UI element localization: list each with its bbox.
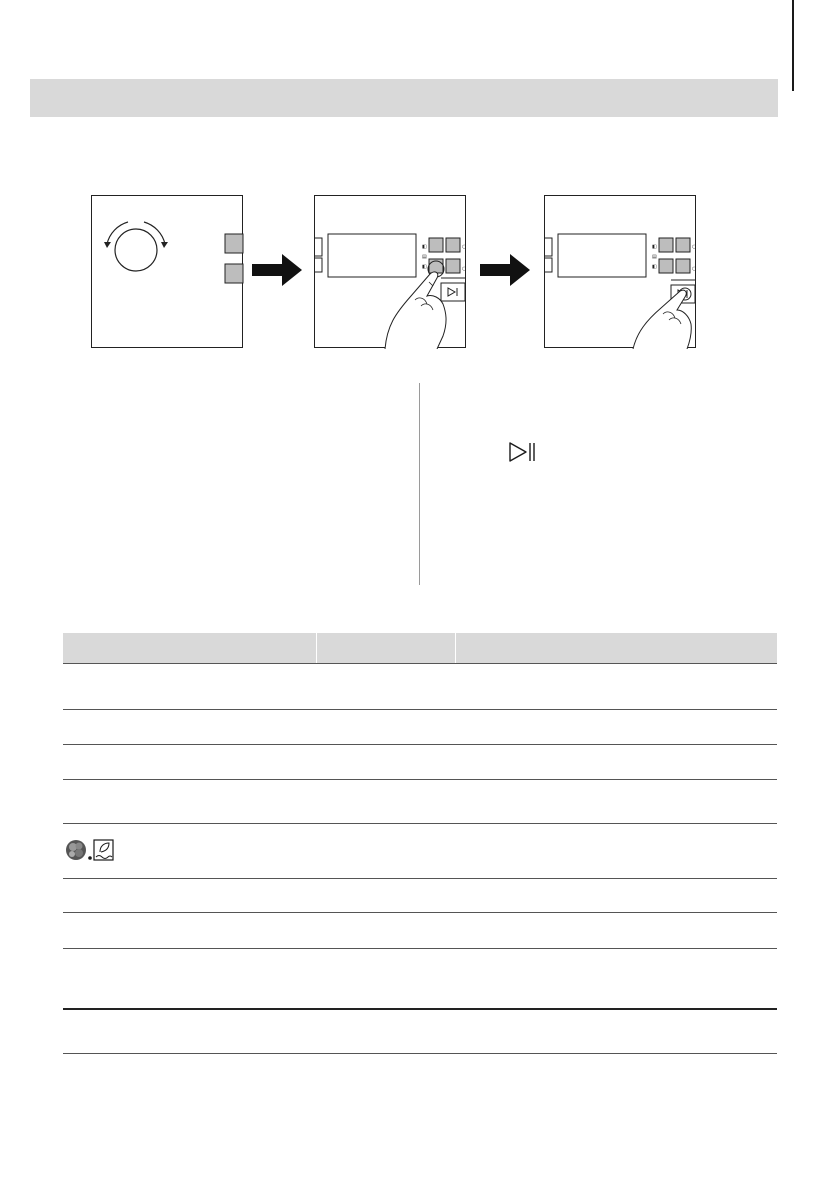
- step-panel-programme-dial: [91, 195, 243, 348]
- table-row: [63, 913, 777, 949]
- table-header-cell: [317, 633, 456, 663]
- svg-text:○: ○: [462, 266, 467, 272]
- step-panel-option-buttons: [314, 195, 466, 348]
- svg-text:○: ○: [692, 244, 697, 250]
- table-row: [63, 710, 777, 745]
- svg-text:◧: ◧: [422, 244, 427, 250]
- step-panel-start-pause: [544, 195, 696, 348]
- table-header-cell: [63, 633, 317, 663]
- table-row: [63, 949, 777, 1010]
- start-pause-icon: [508, 441, 538, 463]
- finger-press-icon: [315, 196, 467, 349]
- table-row: [63, 745, 777, 780]
- rotary-dial-icon: [92, 196, 244, 349]
- svg-text:◧: ◧: [652, 244, 657, 250]
- svg-text:◧: ◧: [652, 264, 657, 270]
- page-edge-marker: [792, 0, 794, 91]
- table-row: [63, 824, 777, 879]
- svg-text:▤: ▤: [652, 254, 657, 260]
- cotton-icon: [66, 840, 86, 860]
- start-pause-press-icon: [545, 196, 697, 349]
- arrow-right-icon: [252, 252, 304, 288]
- svg-text:○: ○: [692, 266, 697, 272]
- svg-text:○: ○: [462, 244, 467, 250]
- svg-text:◧: ◧: [422, 264, 427, 270]
- section-header-bar: [30, 79, 778, 117]
- table-row: [63, 664, 777, 710]
- table-row: [63, 780, 777, 824]
- table-header: [63, 633, 777, 664]
- arrow-right-icon: [480, 252, 532, 288]
- cotton-eco-icons: [65, 838, 115, 862]
- svg-text:▤: ▤: [422, 254, 427, 260]
- programme-table: [63, 633, 777, 1054]
- table-row: [63, 1010, 777, 1054]
- column-divider: [419, 383, 420, 585]
- eco-icon: [94, 840, 113, 860]
- table-row: [63, 879, 777, 913]
